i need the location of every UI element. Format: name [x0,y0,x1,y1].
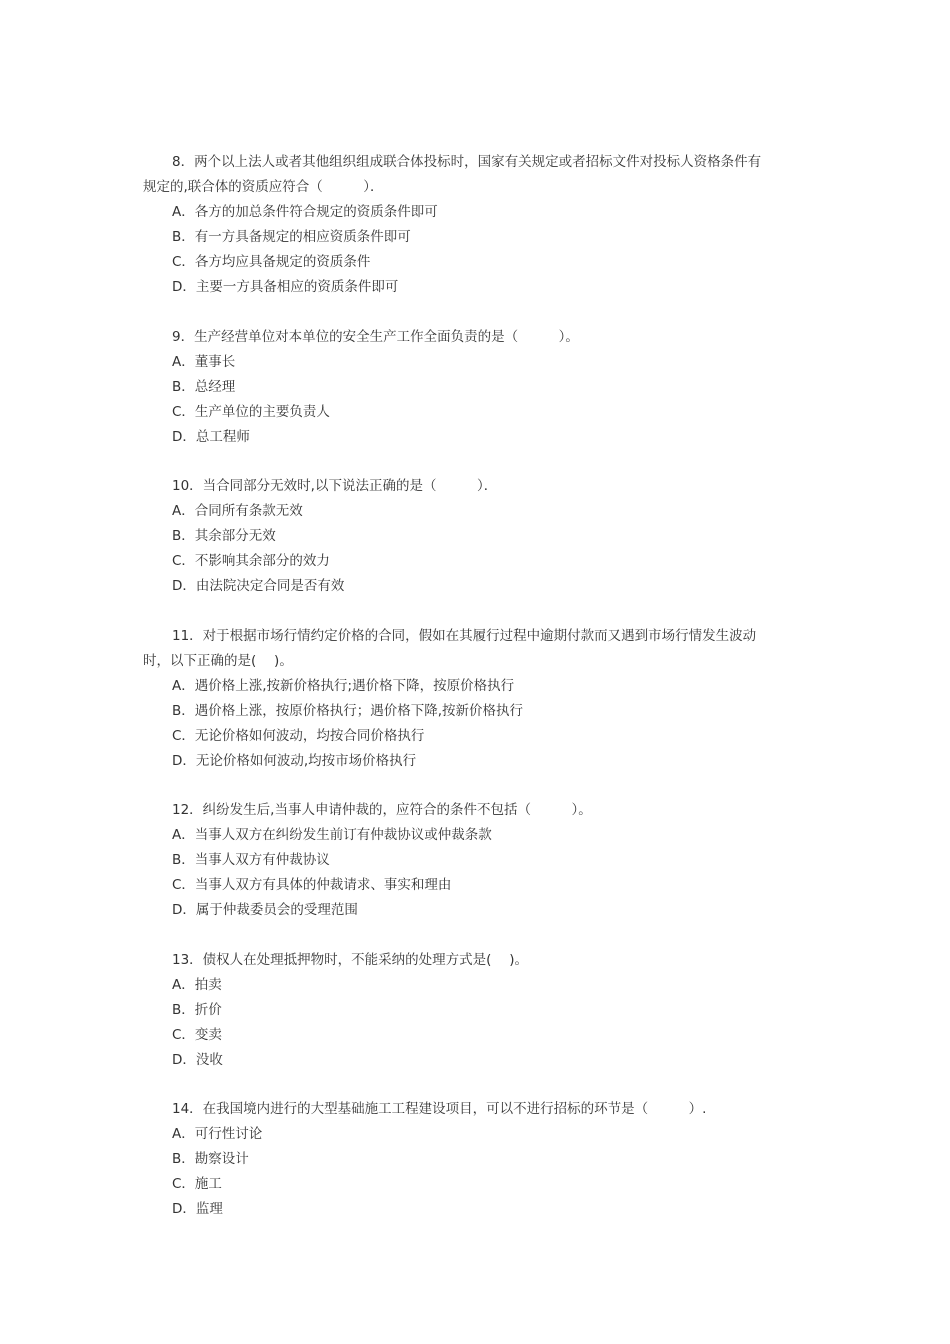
answer-option: B．遇价格上涨，按原价格执行；遇价格下降,按新价格执行 [172,702,524,719]
question-stem: 8．两个以上法人或者其他组织组成联合体投标时，国家有关规定或者招标文件对投标人资格条件有 [172,154,762,170]
question-block [0,624,950,774]
answer-option: A．董事长 [172,353,236,370]
answer-option: B．其余部分无效 [172,528,276,544]
answer-option: C．不影响其余部分的效力 [172,553,330,569]
answer-option: A．拍卖 [172,976,222,993]
document-page [0,150,950,1247]
question-stem: 14．在我国境内进行的大型基础施工工程建设项目，可以不进行招标的环节是（ ）. [172,1101,707,1117]
answer-option: D．无论价格如何波动,均按市场价格执行 [172,752,417,769]
answer-option: C．当事人双方有具体的仲裁请求、事实和理由 [172,877,452,893]
answer-option: A．遇价格上涨,按新价格执行;遇价格下降，按原价格执行 [172,677,515,694]
question-stem: 13．债权人在处理抵押物时，不能采纳的处理方式是( )。 [172,951,529,968]
question-stem: 9．生产经营单位对本单位的安全生产工作全面负责的是（ ）。 [172,328,579,345]
question-block [0,798,950,923]
question-stem: 规定的,联合体的资质应符合（ ）． [143,179,384,195]
answer-option: A．当事人双方在纠纷发生前订有仲裁协议或仲裁条款 [172,827,492,843]
answer-option: C．变卖 [172,1026,222,1043]
answer-option: C．各方均应具备规定的资质条件 [172,254,371,270]
question-block [0,150,950,300]
answer-option: B．折价 [172,1001,222,1018]
question-stem: 10．当合同部分无效时,以下说法正确的是（ ）． [172,478,498,494]
question-stem: 11．对于根据市场行情约定价格的合同，假如在其履行过程中逾期付款而又遇到市场行情发生波动 [172,627,757,644]
answer-option: D．没收 [172,1051,223,1068]
question-block [0,474,950,599]
question-stem: 12．纠纷发生后,当事人申请仲裁的，应符合的条件不包括（ ）。 [172,802,592,818]
answer-option: D．主要一方具备相应的资质条件即可 [172,279,399,295]
answer-option: C．生产单位的主要负责人 [172,403,330,420]
question-block [0,1097,950,1222]
answer-option: B．总经理 [172,378,236,395]
answer-option: D．总工程师 [172,428,250,445]
answer-option: B．当事人双方有仲裁协议 [172,852,330,868]
answer-option: A．可行性讨论 [172,1126,263,1142]
answer-option: B．有一方具备规定的相应资质条件即可 [172,229,411,245]
answer-option: D．属于仲裁委员会的受理范围 [172,902,358,918]
answer-option: C．施工 [172,1176,222,1192]
answer-option: B．勘察设计 [172,1151,249,1167]
question-stem: 时，以下正确的是( )。 [143,652,293,669]
answer-option: A．各方的加总条件符合规定的资质条件即可 [172,204,438,220]
answer-option: D．监理 [172,1201,223,1217]
answer-option: C．无论价格如何波动，均按合同价格执行 [172,727,425,744]
question-block [0,948,950,1073]
answer-option: A．合同所有条款无效 [172,503,303,519]
answer-option: D．由法院决定合同是否有效 [172,578,345,594]
question-block [0,325,950,450]
